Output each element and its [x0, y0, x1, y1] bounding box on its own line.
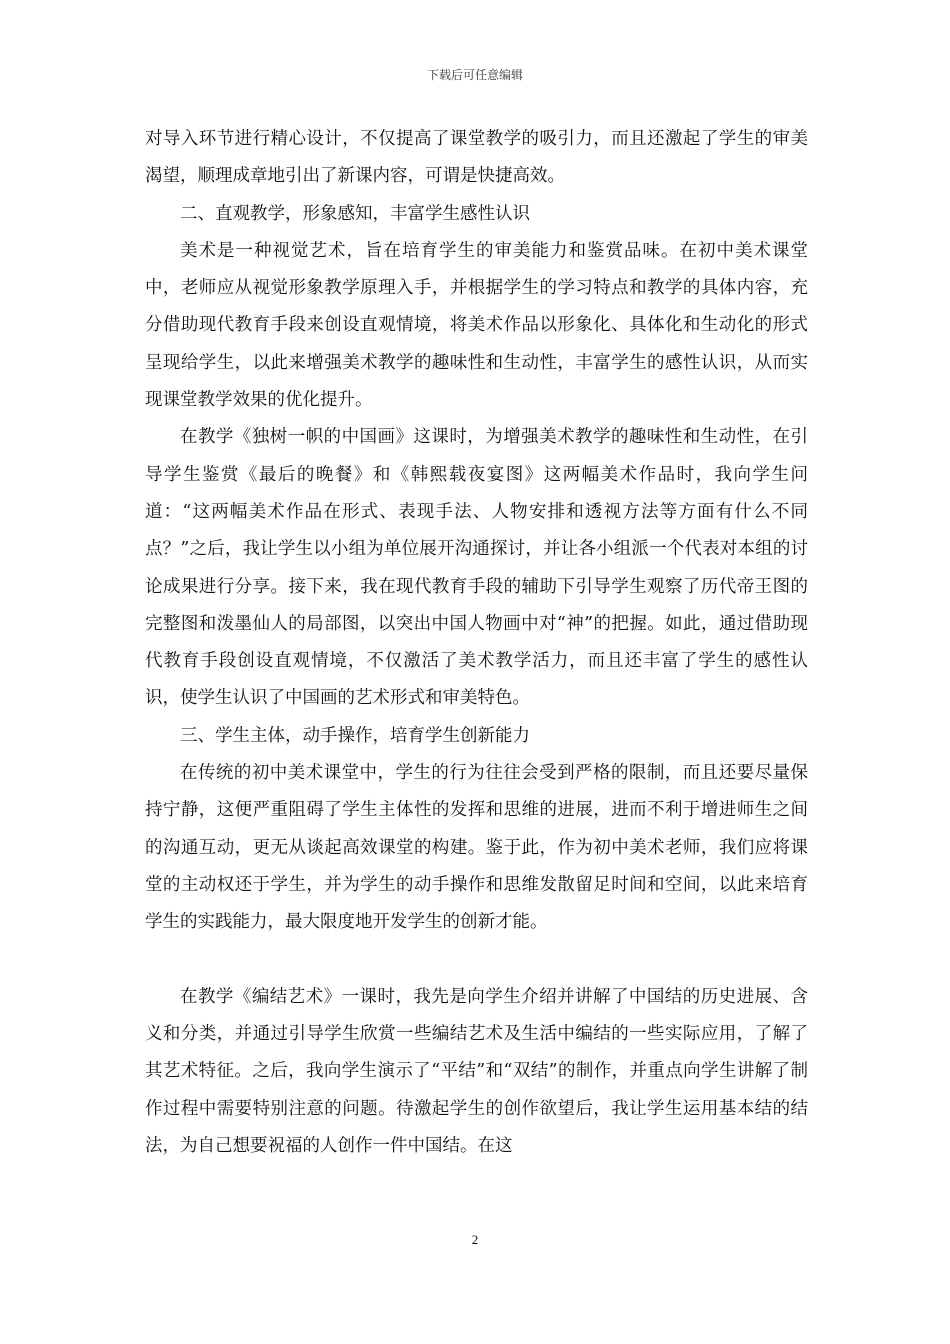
page-number: 2 — [471, 1232, 479, 1247]
paragraph-chinese-painting-lesson: 在教学《独树一帜的中国画》这课时，为增强美术教学的趣味性和生动性，在引导学生鉴赏《最后的晚餐》和《韩熙载夜宴图》这两幅美术作品时，我向学生问道：“这两幅美术作品在形式、表现手法、人物安排和透视方法等方面有什么不同点？”之后，我让学生以小组为单位展开沟通探讨，并让各小组派一个代表对本组的讨论成果进行分享。接下来，我在现代教育手段的辅助下引导学生观察了历代帝王图的完整图和泼墨仙人的局部图，以突出中国人物画中对“神”的把握。如此，通过借助现代教育手段创设直观情境，不仅激活了美术教学活力，而且还丰富了学生的感性认识，使学生认识了中国画的艺术形式和审美特色。 — [145, 427, 808, 709]
section-heading-2: 二、直观教学，形象感知，丰富学生感性认识 — [180, 203, 530, 224]
paragraph-student-subject: 在传统的初中美术课堂中，学生的行为往往会受到严格的限制，而且还要尽量保持宁静，这便严重阻碍了学生主体性的发挥和思维的进展，进而不利于增进师生之间的沟通互动，更无从谈起高效课堂的构建。鉴于此，作为初中美术老师，我们应将课堂的主动权还于学生，并为学生的动手操作和思维发散留足时间和空间，以此来培育学生的实践能力，最大限度地开发学生的创新才能。 — [145, 763, 808, 933]
paragraph-visual-art: 美术是一种视觉艺术，旨在培育学生的审美能力和鉴赏品味。在初中美术课堂中，老师应从视觉形象教学原理入手，并根据学生的学习特点和教学的具体内容，充分借助现代教育手段来创设直观情境，将美术作品以形象化、具体化和生动化的形式呈现给学生，以此来增强美术教学的趣味性和生动性，丰富学生的感性认识，从而实现课堂教学效果的优化提升。 — [145, 240, 808, 411]
document-body — [145, 121, 808, 1165]
page-header: 下载后可任意编辑 — [426, 68, 523, 82]
section-heading-3: 三、学生主体，动手操作，培育学生创新能力 — [180, 725, 530, 746]
paragraph-spacer — [145, 942, 808, 979]
paragraph-knot-art-lesson: 在教学《编结艺术》一课时，我先是向学生介绍并讲解了中国结的历史进展、含义和分类，并通过引导学生欣赏一些编结艺术及生活中编结的一些实际应用，了解了其艺术特征。之后，我向学生演示了“平结”和“双结”的制作，并重点向学生讲解了制作过程中需要特别注意的问题。待激起学生的创作欲望后，我让学生运用基本结的结法，为自己想要祝福的人创作一件中国结。在这 — [145, 986, 808, 1157]
paragraph-continuation: 对导入环节进行精心设计，不仅提高了课堂教学的吸引力，而且还激起了学生的审美渴望，顺理成章地引出了新课内容，可谓是快捷高效。 — [145, 129, 808, 187]
